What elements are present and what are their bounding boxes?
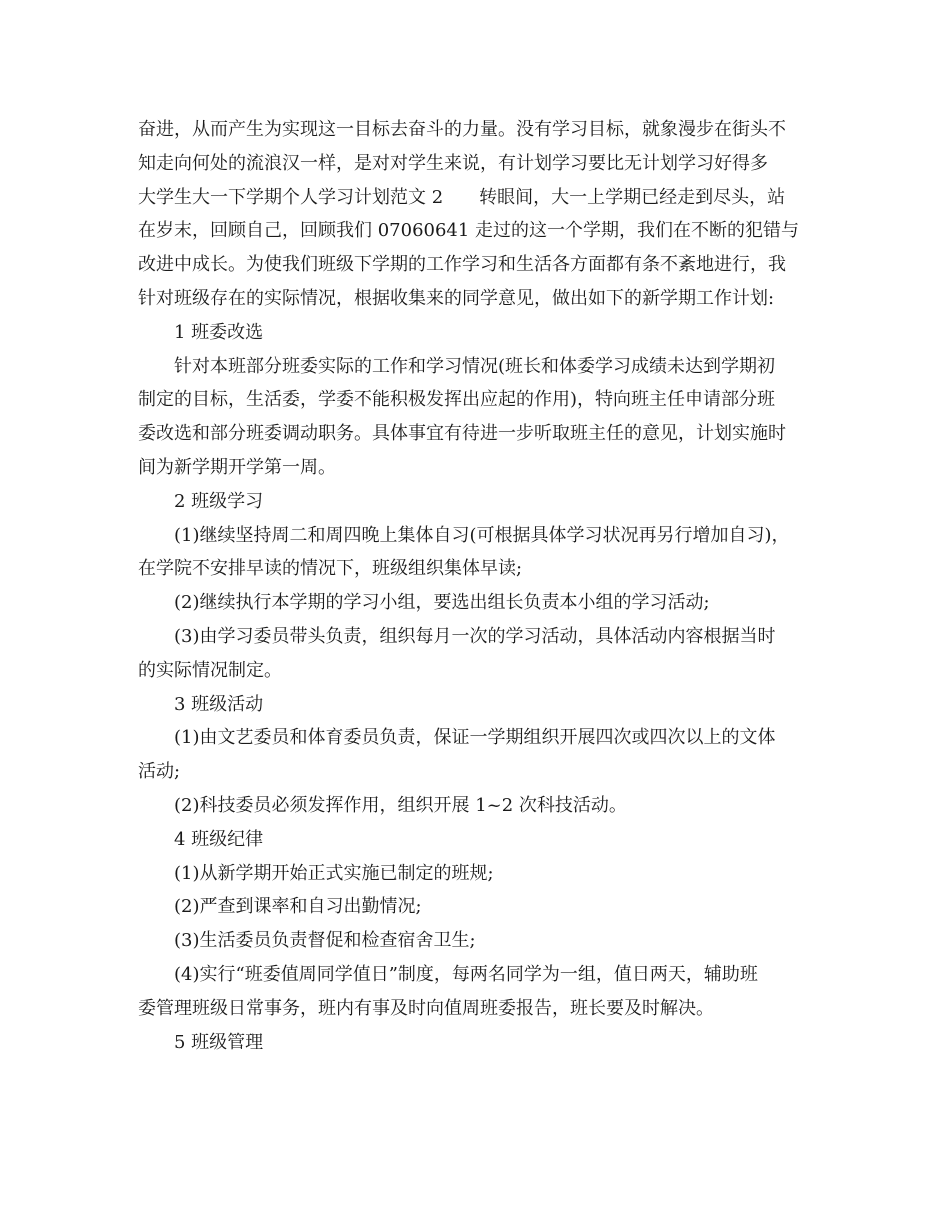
text-line: 的实际情况制定。 xyxy=(138,659,282,681)
text-line: 知走向何处的流浪汉一样，是对对学生来说，有计划学习要比无计划学习好得多 xyxy=(138,152,768,174)
text-line: 针对本班部分班委实际的工作和学习情况(班长和体委学习成绩未达到学期初 xyxy=(174,355,776,377)
text-line: 3 班级活动 xyxy=(174,693,264,715)
text-line: 针对班级存在的实际情况，根据收集来的同学意见，做出如下的新学期工作计划: xyxy=(138,287,775,309)
text-line: (2)科技委员必须发挥作用，组织开展 1~2 次科技活动。 xyxy=(174,794,627,816)
text-line: 在岁末，回顾自己，回顾我们 07060641 走过的这一个学期，我们在不断的犯错与 xyxy=(138,220,800,242)
text-line: 奋进，从而产生为实现这一目标去奋斗的力量。没有学习目标，就象漫步在街头不 xyxy=(138,119,786,140)
text-line: (3)生活委员负责督促和检查宿舍卫生; xyxy=(174,930,476,952)
text-line: (2)严查到课率和自习出勤情况; xyxy=(174,896,422,918)
text-line: 2 班级学习 xyxy=(174,490,264,512)
text-line: 活动; xyxy=(138,761,181,783)
text-line: 在学院不安排早读的情况下，班级组织集体早读; xyxy=(138,558,523,580)
text-line: 大学生大一下学期个人学习计划范文 2 转眼间，大一上学期已经走到尽头，站 xyxy=(138,186,786,208)
document-body xyxy=(138,113,818,1059)
text-line: (3)由学习委员带头负责，组织每月一次的学习活动，具体活动内容根据当时 xyxy=(174,625,776,647)
text-line: 委管理班级日常事务，班内有事及时向值周班委报告，班长要及时解决。 xyxy=(138,997,714,1019)
text-line: (2)继续执行本学期的学习小组，要选出组长负责本小组的学习活动; xyxy=(174,592,710,614)
text-line: (4)实行“班委值周同学值日”制度，每两名同学为一组，值日两天，辅助班 xyxy=(174,963,758,985)
text-line: 间为新学期开学第一周。 xyxy=(138,456,336,478)
text-line: 5 班级管理 xyxy=(174,1031,264,1053)
text-line: 制定的目标，生活委，学委不能积极发挥出应起的作用)，特向班主任申请部分班 xyxy=(138,389,776,411)
text-line: (1)由文艺委员和体育委员负责，保证一学期组织开展四次或四次以上的文体 xyxy=(174,727,776,749)
text-line: 委改选和部分班委调动职务。具体事宜有待进一步听取班主任的意见，计划实施时 xyxy=(138,423,786,445)
text-line: 改进中成长。为使我们班级下学期的工作学习和生活各方面都有条不紊地进行，我 xyxy=(138,254,786,276)
text-line: 4 班级纪律 xyxy=(174,828,264,850)
text-line: (1)从新学期开始正式实施已制定的班规; xyxy=(174,862,494,884)
text-line: 1 班委改选 xyxy=(174,321,264,343)
text-line: (1)继续坚持周二和周四晚上集体自习(可根据具体学习状况再另行增加自习)， xyxy=(174,524,790,546)
